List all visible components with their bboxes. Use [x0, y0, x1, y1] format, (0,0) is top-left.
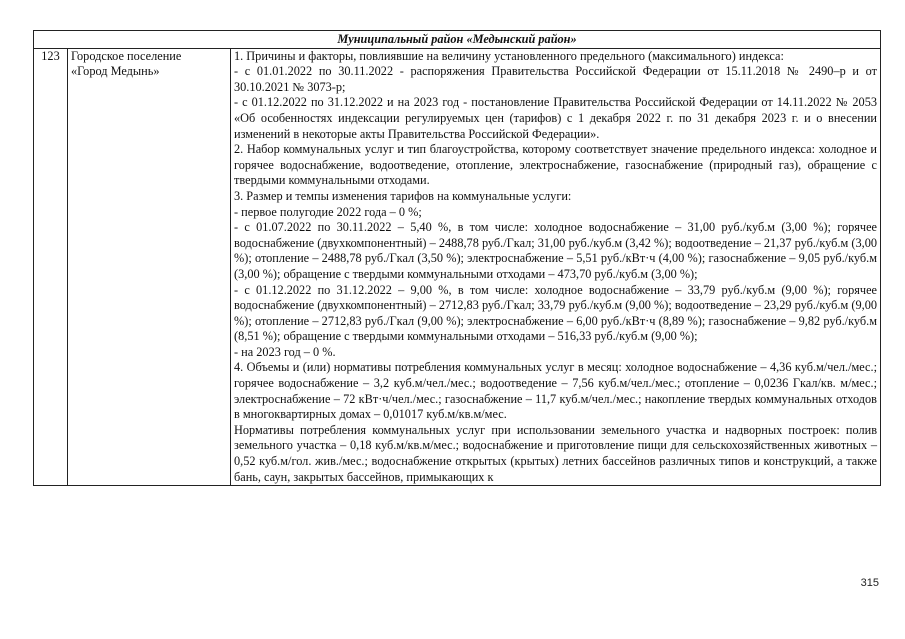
content-paragraph: - на 2023 год – 0 %. [234, 344, 336, 359]
entry-name [68, 48, 231, 486]
district-heading-row [34, 31, 881, 49]
content-paragraph: - первое полугодие 2022 года – 0 %; [234, 204, 422, 219]
content-paragraph: 1. Причины и факторы, повлиявшие на величину установленного предельного (максимального) индекса: [234, 48, 784, 63]
content-paragraph: - с 01.01.2022 по 30.11.2022 - распоряжения Правительства Российской Федерации от 15.11.2018 № 2490–р и от 30.10.2021 № 3073-р; [234, 64, 877, 94]
document-table [33, 30, 881, 486]
page-number: 315 [860, 577, 879, 589]
entry-name-line: Городское поселение [71, 48, 182, 63]
content-paragraph: - с 01.07.2022 по 30.11.2022 – 5,40 %, в том числе: холодное водоснабжение – 31,00 руб./куб.м (3,00 %); горячее водоснабжение (двухкомпонентный) – 2488,78 руб./Гкал; 31,00 руб./куб.м (3,42 %); водоотведение – 21,37 руб./куб.м (3,00 %); отопление – 2488,78 руб./Гкал (3,50 %); электроснабжение – 5,51 руб./кВт·ч (4,00 %); газоснабжение – 9,05 руб./куб.м (3,00 %); обращение с твердыми коммунальными отходами – 473,70 руб./куб.м (3,00 %); [234, 220, 877, 281]
entry-number: 123 [34, 48, 68, 486]
content-paragraph: 2. Набор коммунальных услуг и тип благоустройства, которому соответствует значение предельного индекса: холодное и горячее водоснабжение, водоотведение, отопление, электроснабжение, газоснабжение (природный газ), обращение с твердыми коммунальными отходами. [234, 142, 877, 188]
content-paragraph: Нормативы потребления коммунальных услуг при использовании земельного участка и надворных построек: полив земельного участка – 0,18 куб.м/кв.м/мес.; водоснабжение и приготовление пищи для сельскохозяйственных животных – 0,52 куб.м/гол. жив./мес.; водоснабжение открытых (крытых) летних бассейнов различных типов и конструкций, а также бань, саун, закрытых бассейнов, примыкающих к [234, 422, 877, 484]
content-paragraph: - с 01.12.2022 по 31.12.2022 – 9,00 %, в том числе: холодное водоснабжение – 33,79 руб./куб.м (9,00 %); горячее водоснабжение (двухкомпонентный) – 2712,83 руб./Гкал; 33,79 руб./куб.м (9,00 %); водоотведение – 23,29 руб./куб.м (9,00 %); отопление – 2712,83 руб./Гкал (9,00 %); электроснабжение – 6,00 руб./кВт·ч (8,89 %); газоснабжение – 9,82 руб./куб.м (8,51 %); обращение с твердыми коммунальными отходами – 516,33 руб./куб.м (9,00 %); [234, 282, 877, 344]
table-row [34, 48, 881, 486]
content-paragraph: - с 01.12.2022 по 31.12.2022 и на 2023 год - постановление Правительства Российской Федерации от 14.11.2022 № 2053 «Об особенностях индексации регулируемых цен (тарифов) с 1 декабря 2022 г. по 31 декабря 2023 г. и о внесении изменений в некоторые акты Правительства Российской Федерации». [234, 95, 877, 141]
content-paragraph: 4. Объемы и (или) нормативы потребления коммунальных услуг в месяц: холодное водоснабжение – 4,36 куб.м/чел./мес.; горячее водоснабжение – 3,2 куб.м/чел./мес.; водоотведение – 7,56 куб.м/чел./мес.; отопление – 0,0236 Гкал/кв. м/мес.; электроснабжение – 72 кВт·ч/чел./мес.; газоснабжение – 11,7 куб.м/чел./мес.; накопление твердых коммунальных отходов в многоквартирных домах – 0,01017 куб.м/кв.м/мес. [234, 360, 877, 422]
entry-name-line: «Город Медынь» [71, 64, 160, 79]
district-heading: Муниципальный район «Медынский район» [34, 31, 881, 49]
content-paragraph: 3. Размер и темпы изменения тарифов на коммунальные услуги: [234, 188, 572, 203]
entry-content [231, 48, 881, 486]
